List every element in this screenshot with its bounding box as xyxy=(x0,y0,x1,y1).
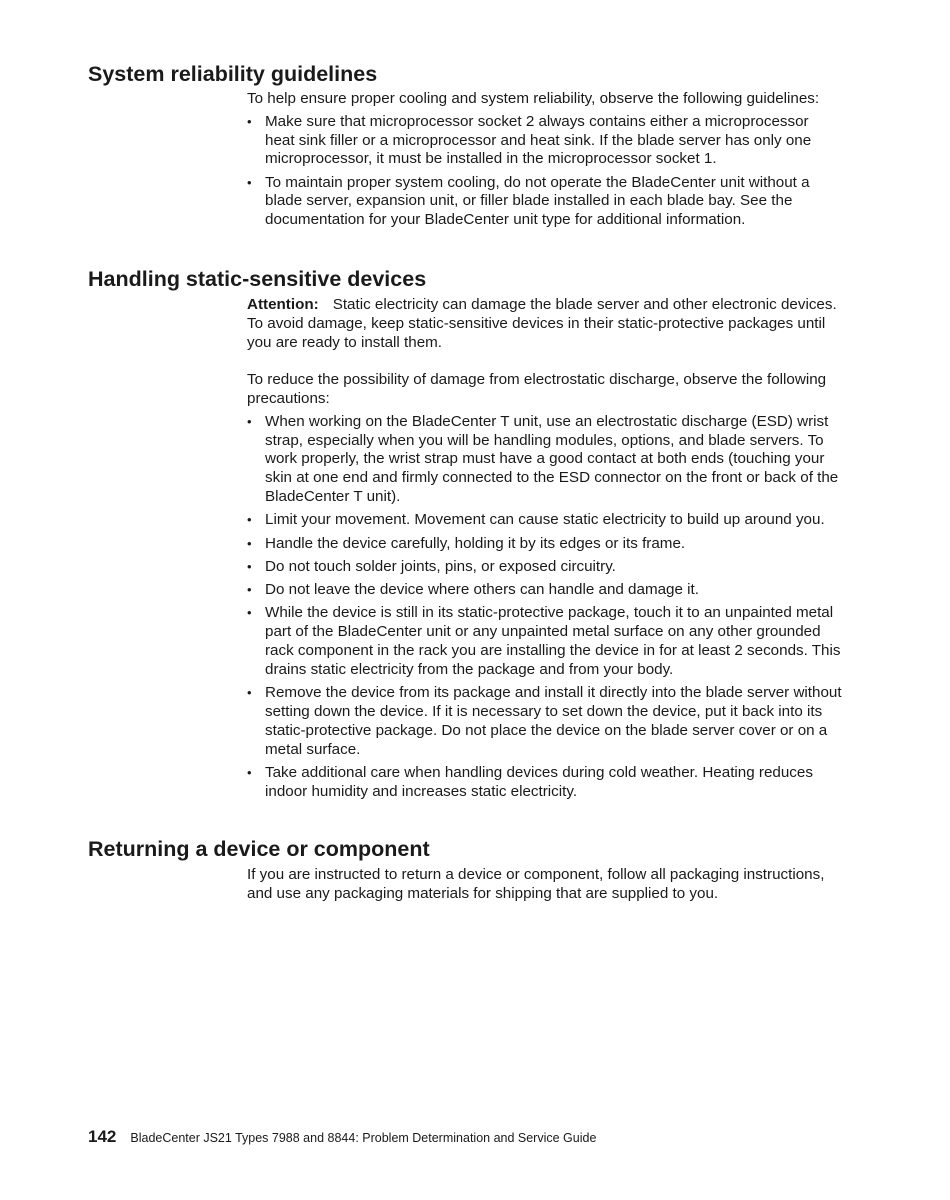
section-intro: If you are instructed to return a device or component, follow all packaging instructions, and use any packaging materials for shipping that are supplied to you. xyxy=(247,866,825,902)
list-item: • Remove the device from its package and install it directly into the blade server without setting down the device. If it is necessary to set down the device, put it back into its static-protective package. Do not place the device on the blade server cover or on a metal surface. xyxy=(247,684,842,759)
footer-title: BladeCenter JS21 Types 7988 and 8844: Problem Determination and Service Guide xyxy=(130,1131,597,1145)
list-item: • Do not leave the device where others can handle and damage it. xyxy=(247,581,842,600)
section-heading-system-reliability: System reliability guidelines xyxy=(88,62,378,86)
page-footer xyxy=(88,1127,596,1148)
list-item: • Do not touch solder joints, pins, or exposed circuitry. xyxy=(247,558,842,577)
section-body-static-sensitive xyxy=(247,296,842,806)
section-intro: To help ensure proper cooling and system reliability, observe the following guidelines: xyxy=(247,90,820,107)
bullet-list xyxy=(247,113,842,230)
attention-text: Static electricity can damage the blade server and other electronic devices. To avoid damage, keep static-sensitive devices in their static-protective packages until you are ready to install them. xyxy=(247,296,837,351)
list-item: • Limit your movement. Movement can cause static electricity to build up around you. xyxy=(247,511,842,530)
section-heading-static-sensitive: Handling static-sensitive devices xyxy=(88,267,427,291)
attention-note xyxy=(247,296,842,352)
bullet-list xyxy=(247,413,842,802)
list-item: • Handle the device carefully, holding it by its edges or its frame. xyxy=(247,535,842,554)
section-intro: To reduce the possibility of damage from electrostatic discharge, observe the following precautions: xyxy=(247,371,827,407)
list-item: • Make sure that microprocessor socket 2 always contains either a microprocessor heat sink filler or a microprocessor and heat sink. If the blade server has only one microprocessor, it must be installed in the microprocessor socket 1. xyxy=(247,113,842,169)
attention-label: Attention: xyxy=(247,296,319,313)
list-item: • Take additional care when handling devices during cold weather. Heating reduces indoor humidity and increases static electricity. xyxy=(247,764,842,802)
section-heading-returning-device: Returning a device or component xyxy=(88,837,430,861)
section-body-system-reliability xyxy=(247,90,842,235)
list-item: • To maintain proper system cooling, do not operate the BladeCenter unit without a blade server, expansion unit, or filler blade installed in each blade bay. See the documentation for your BladeCenter unit type for additional information. xyxy=(247,174,842,230)
list-item: • While the device is still in its static-protective package, touch it to an unpainted metal part of the BladeCenter unit or any unpainted metal surface on any other grounded rack component in the rack you are installing the device in for at least 2 seconds. This drains static electricity from the package and from your body. xyxy=(247,604,842,679)
list-item: • When working on the BladeCenter T unit, use an electrostatic discharge (ESD) wrist strap, especially when you will be handling modules, options, and blade servers. To work properly, the wrist strap must have a good contact at both ends (touching your skin at one end and firmly connected to the ESD connector on the front or back of the BladeCenter T unit). xyxy=(247,413,842,507)
section-body-returning-device xyxy=(247,866,842,904)
page-number: 142 xyxy=(88,1127,117,1146)
